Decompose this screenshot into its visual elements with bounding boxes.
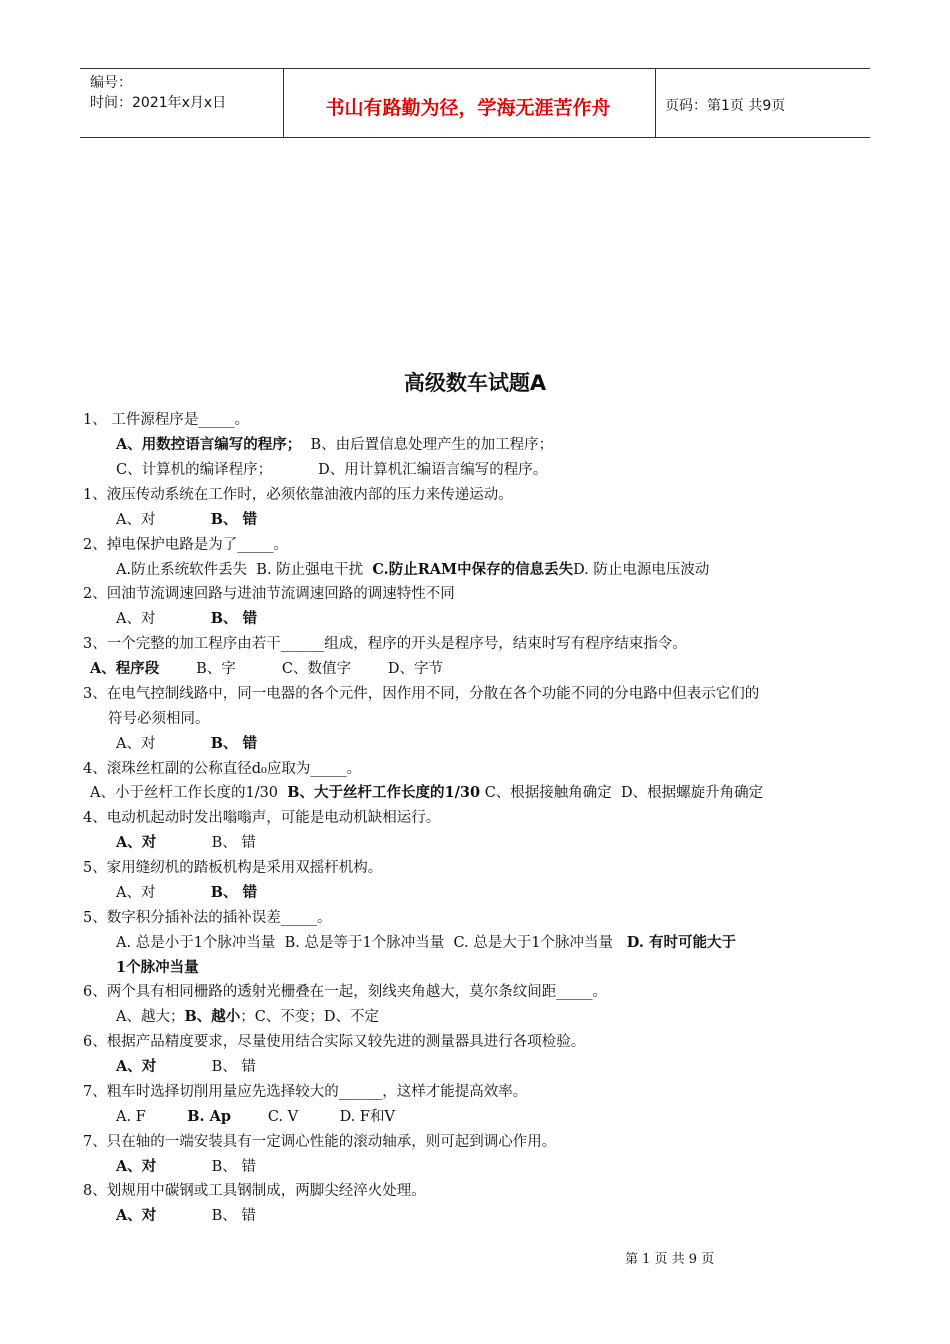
line-text: 6、两个具有相同栅路的透射光栅叠在一起，刻线夹角越大，莫尔条纹间距_____。 [83, 984, 607, 1000]
line-text: A、小于丝杆工作长度的1/30 [90, 785, 288, 801]
line-text: 7、粗车时选择切削用量应先选择较大的______，这样才能提高效率。 [83, 1084, 528, 1100]
line-text: C、根据接触角确定 D、根据螺旋升角确定 [480, 785, 764, 801]
question-line [90, 659, 443, 679]
question-line [116, 1007, 379, 1027]
question-line [83, 584, 455, 604]
question-line [116, 1157, 256, 1177]
question-line [90, 783, 763, 803]
answer-highlight: D. 有时可能大于 [626, 934, 736, 951]
question-line [116, 609, 257, 629]
line-text: ；C、不变；D、不定 [240, 1009, 379, 1025]
question-line [83, 634, 687, 654]
question-line [83, 1082, 527, 1102]
code-label: 编号： [90, 75, 132, 91]
line-text: 2、回油节流调速回路与进油节流调速回路的调速特性不同 [83, 586, 455, 602]
line-text: A、对 [116, 512, 211, 528]
answer-highlight: B、 错 [210, 884, 258, 901]
line-text: D. 防止电源电压波动 [573, 562, 710, 578]
line-text: B、 错 [156, 835, 256, 851]
question-line [116, 435, 553, 455]
question-line [116, 734, 257, 754]
answer-highlight: C.防止RAM中保存的信息丢失 [372, 561, 574, 578]
line-text: A、对 [116, 611, 211, 627]
question-line [108, 709, 210, 729]
question-line [83, 1132, 556, 1152]
line-text: A. 总是小于1个脉冲当量 B. 总是等于1个脉冲当量 C. 总是大于1个脉冲当量 [116, 935, 627, 951]
answer-highlight: B、 错 [210, 735, 258, 752]
answer-highlight: A、对 [116, 1058, 157, 1075]
header-meta [90, 73, 226, 113]
line-text: A、越大； [116, 1009, 185, 1025]
question-line [116, 833, 256, 853]
line-text: B、字 C、数值字 D、字节 [159, 661, 443, 677]
line-text: B、由后置信息处理产生的加工程序； [301, 437, 554, 453]
answer-highlight: A、程序段 [90, 660, 160, 677]
line-text: 2、掉电保护电路是为了_____。 [83, 537, 288, 553]
answer-highlight: A、对 [116, 1158, 157, 1175]
question-line [83, 410, 249, 430]
header-page-info: 页码：第1页 共9页 [665, 98, 786, 114]
answer-highlight: B、大于丝杆工作长度的1/30 [287, 784, 481, 801]
page-footer: 第 1 页 共 9 页 [625, 1252, 715, 1267]
question-line [116, 883, 257, 903]
line-text: C、计算机的编译程序； D、用计算机汇编语言编写的程序。 [116, 462, 548, 478]
line-text: A. F [116, 1109, 188, 1125]
question-line [116, 460, 547, 480]
line-text: 7、只在轴的一端安装具有一定调心性能的滚动轴承，则可起到调心作用。 [83, 1134, 557, 1150]
line-text: 4、滚珠丝杠副的公称直径d₀应取为_____。 [83, 761, 362, 777]
question-line [116, 958, 199, 978]
question-line [116, 1057, 256, 1077]
question-line [116, 510, 257, 530]
line-text: 3、在电气控制线路中，同一电器的各个元件，因作用不同，分散在各个功能不同的分电路中但表示它们的 [83, 686, 760, 702]
question-line [83, 858, 382, 878]
line-text: A、对 [116, 736, 211, 752]
line-text: 5、数字积分插补法的插补误差_____。 [83, 910, 332, 926]
answer-highlight: B. Ap [187, 1108, 231, 1125]
line-text: 1、液压传动系统在工作时，必须依靠油液内部的压力来传递运动。 [83, 487, 513, 503]
page-title: 高级数车试题A [403, 371, 547, 395]
line-text: B、 错 [156, 1059, 256, 1075]
question-line [83, 485, 513, 505]
question-line [83, 535, 288, 555]
question-line [83, 808, 440, 828]
line-text: C. V D. F和V [230, 1109, 395, 1125]
line-text: 符号必须相同。 [108, 711, 210, 727]
question-line [116, 560, 709, 580]
time-label: 时间：2021年x月x日 [90, 95, 227, 111]
line-text: A.防止系统软件丢失 B. 防止强电干扰 [116, 562, 373, 578]
question-line [83, 1181, 426, 1201]
header-motto: 书山有路勤为径，学海无涯苦作舟 [325, 97, 611, 119]
question-line [83, 982, 607, 1002]
line-text: 6、根据产品精度要求，尽量使用结合实际又较先进的测量器具进行各项检验。 [83, 1034, 586, 1050]
answer-highlight: B、 错 [210, 610, 258, 627]
question-line [83, 684, 759, 704]
line-text: 4、电动机起动时发出嗡嗡声，可能是电动机缺相运行。 [83, 810, 441, 826]
answer-highlight: 1个脉冲当量 [116, 959, 199, 976]
question-line [83, 908, 331, 928]
question-line [83, 1032, 585, 1052]
question-line [116, 1107, 395, 1127]
line-text: A、对 [116, 885, 211, 901]
question-line [116, 933, 736, 953]
line-text: B、 错 [156, 1159, 256, 1175]
line-text: 8、划规用中碳钢或工具钢制成，两脚尖经淬火处理。 [83, 1183, 426, 1199]
line-text: 5、家用缝纫机的踏板机构是采用双摇杆机构。 [83, 860, 383, 876]
line-text: 1、 工件源程序是_____。 [83, 412, 250, 428]
line-text: B、 错 [156, 1208, 256, 1224]
question-line [116, 1206, 256, 1226]
answer-highlight: A、对 [116, 834, 157, 851]
question-line [83, 759, 361, 779]
answer-highlight: B、 错 [210, 511, 258, 528]
header-divider [655, 69, 656, 137]
header-table [80, 68, 870, 138]
line-text: 3、一个完整的加工程序由若干______组成，程序的开头是程序号，结束时写有程序结束指令。 [83, 636, 687, 652]
answer-highlight: A、对 [116, 1207, 157, 1224]
answer-highlight: B、越小 [184, 1008, 241, 1025]
answer-highlight: A、用数控语言编写的程序； [116, 436, 302, 453]
